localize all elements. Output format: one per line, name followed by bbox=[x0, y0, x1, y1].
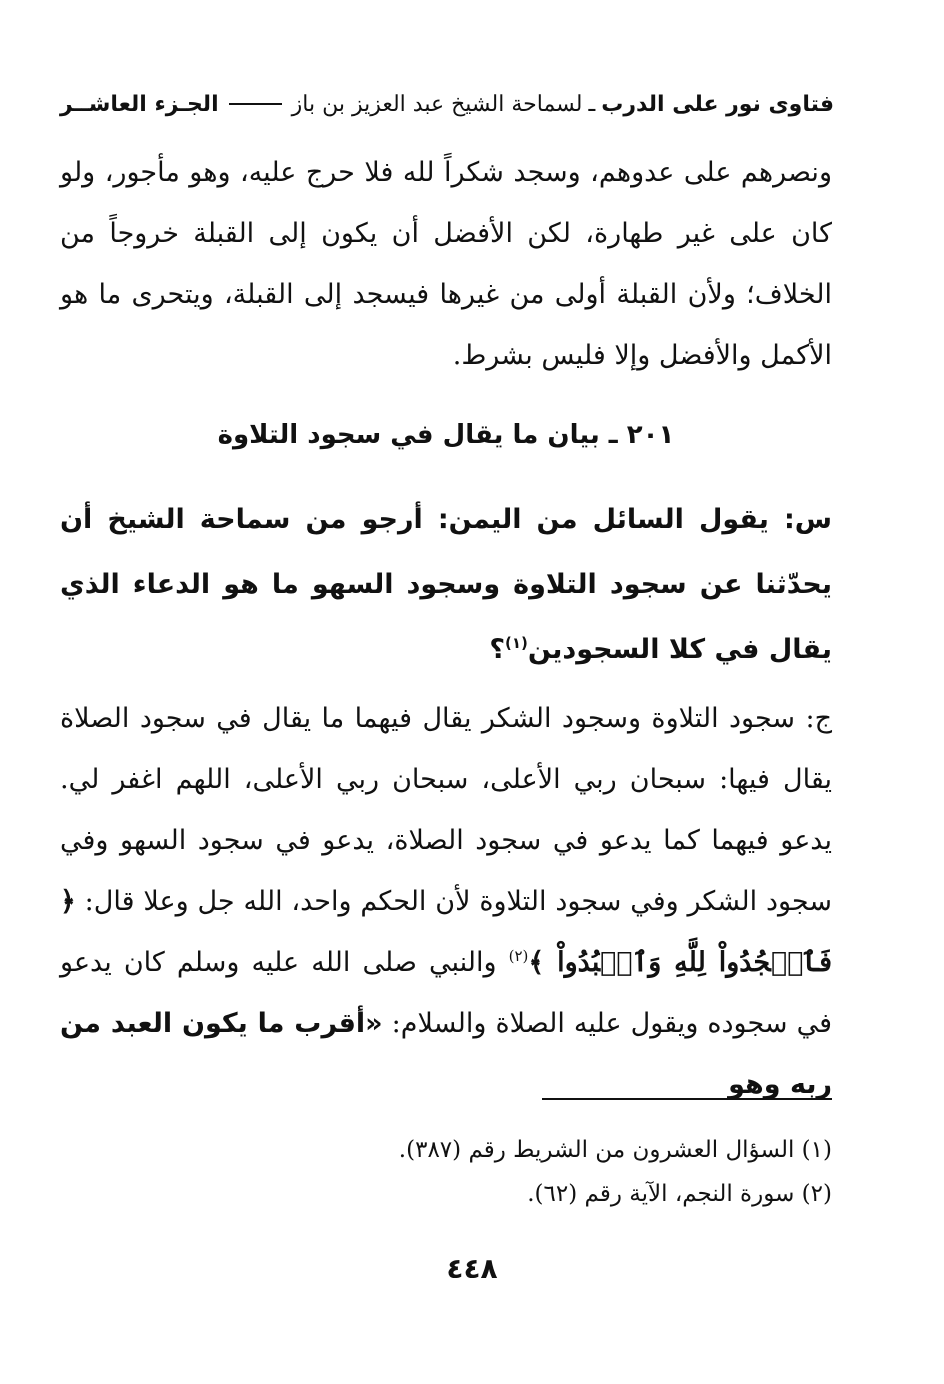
answer-text-part2: والنبي صلى الله عليه وسلم كان يدعو في سجوده ويقول عليه الصلاة والسلام: bbox=[60, 947, 832, 1039]
running-header bbox=[60, 86, 834, 122]
question-text: س: يقول السائل من اليمن: أرجو من سماحة الشيخ أن يحدّثنا عن سجود التلاوة وسجود السهو ما هو الدعاء الذي يقال في كلا السجودين bbox=[60, 504, 832, 665]
footnote-2: (٢) سورة النجم، الآية رقم (٦٢). bbox=[527, 1181, 832, 1207]
quran-verse: ﴿ فَٱسۡجُدُواْ لِلَّهِ وَٱعۡبُدُواْ ﴾ bbox=[60, 886, 832, 978]
footnote-1: (١) السؤال العشرون من الشريط رقم (٣٨٧). bbox=[398, 1137, 832, 1163]
question-paragraph bbox=[60, 487, 832, 682]
answer-paragraph bbox=[60, 688, 832, 1115]
header-dash: ـ bbox=[588, 91, 596, 117]
author-name: لسماحة الشيخ عبد العزيز بن باز bbox=[291, 91, 583, 117]
page-number: ٤٤٨ bbox=[446, 1252, 498, 1285]
section-title: ٢٠١ ـ بيان ما يقال في سجود التلاوة bbox=[217, 420, 675, 450]
footnotes bbox=[60, 1128, 832, 1216]
answer-block bbox=[60, 688, 832, 1115]
volume-label: الجـزء العاشــر bbox=[60, 91, 219, 117]
question-footnote-ref: (١) bbox=[505, 634, 528, 652]
book-title: فتاوى نور على الدرب bbox=[601, 91, 834, 117]
footnote-separator bbox=[542, 1098, 832, 1100]
question-mark: ؟ bbox=[489, 634, 506, 665]
question-block bbox=[60, 487, 832, 682]
hadith-quote: «أقرب ما يكون العبد من ربه وهو bbox=[60, 1008, 832, 1100]
quran-footnote-ref: (٢) bbox=[508, 947, 529, 965]
intro-paragraph: ونصرهم على عدوهم، وسجد شكراً لله فلا حرج عليه، وهو مأجور، ولو كان على غير طهارة، لكن الأفضل أن يكون إلى القبلة خروجاً من الخلاف؛ ولأن القبلة أولى من غيرها فيسجد إلى القبلة، ويتحرى ما هو الأكمل والأفضل وإلا فليس بشرط. bbox=[60, 157, 833, 371]
answer-text-part1: ج: سجود التلاوة وسجود الشكر يقال فيهما ما يقال في سجود الصلاة يقال فيها: سبحان ربي الأعلى، سبحان ربي الأعلى، اللهم اغفر لي. يدعو فيهما كما يدعو في سجود الصلاة، يدعو في سجود السهو وفي سجود الشكر وفي سجود التلاوة لأن الحكم واحد، الله جل وعلا قال: bbox=[60, 703, 832, 917]
header-rule bbox=[229, 103, 282, 105]
intro-paragraph-block bbox=[60, 142, 832, 386]
